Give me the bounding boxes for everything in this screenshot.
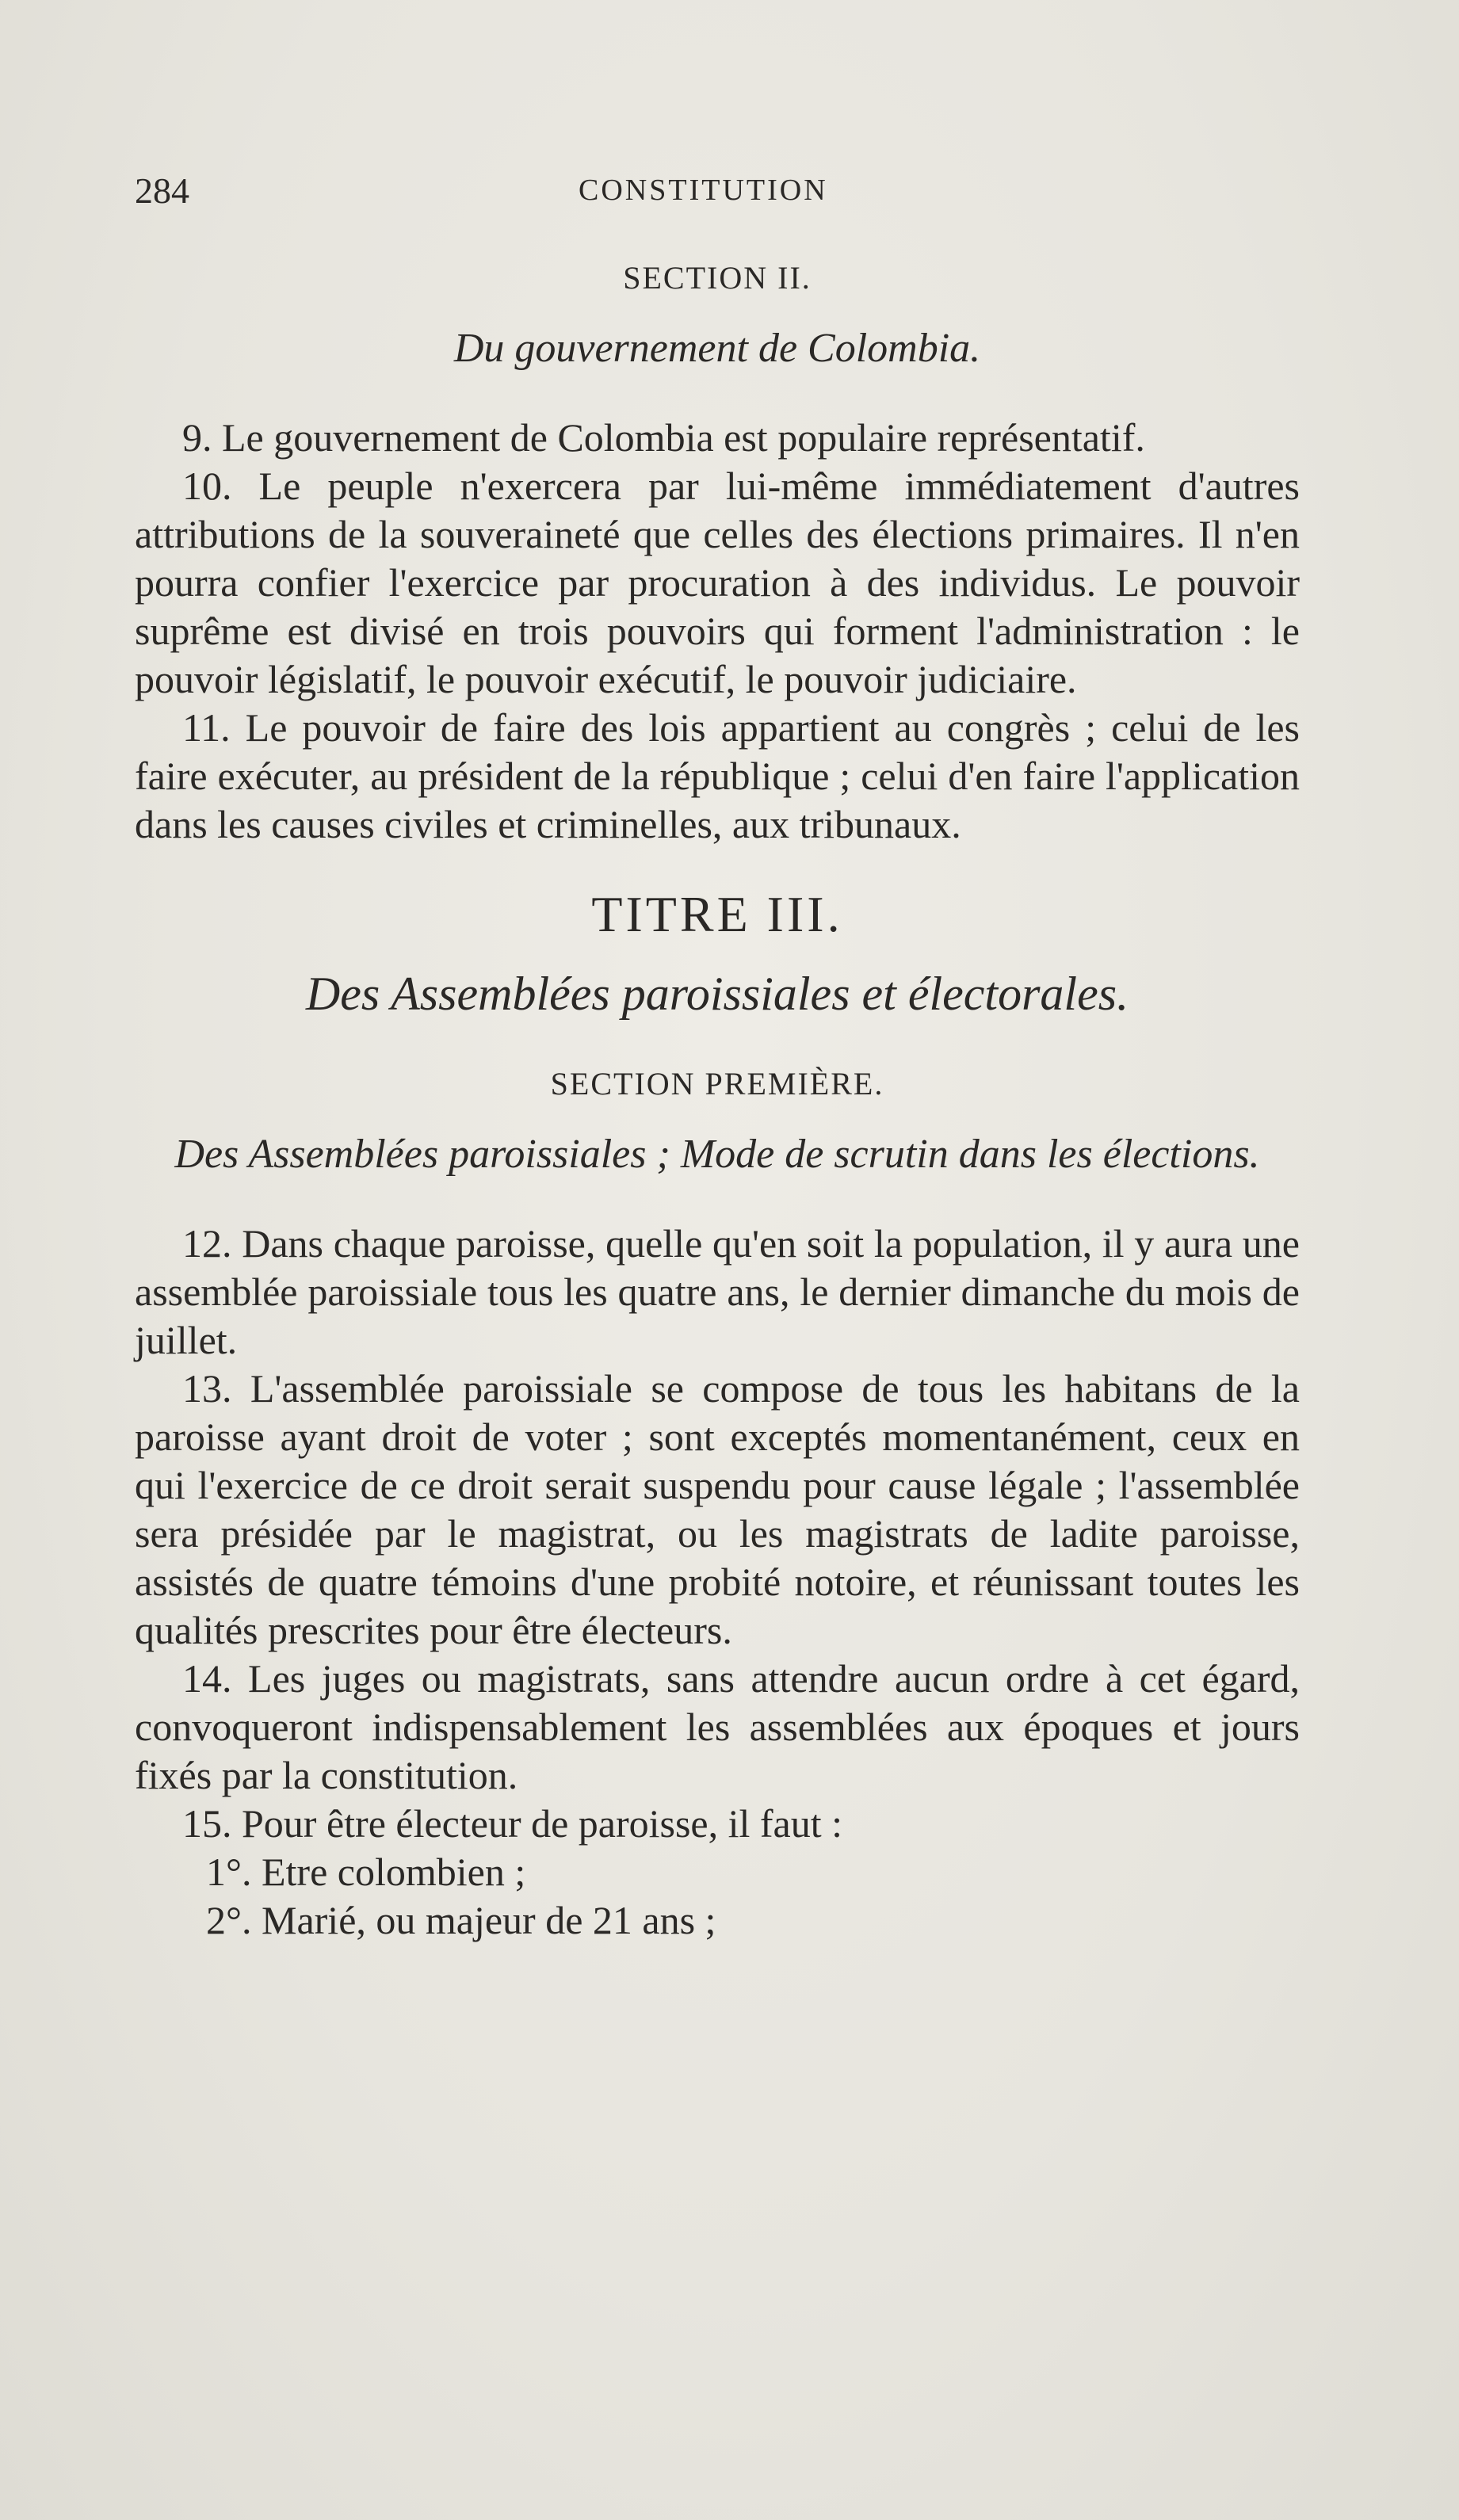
titre-heading: TITRE III. xyxy=(591,886,843,942)
running-title: CONSTITUTION xyxy=(579,174,828,207)
section-subtitle-premiere: Des Assemblées paroissiales ; Mode de scrutin dans les élections. xyxy=(174,1132,1260,1177)
page-number: 284 xyxy=(135,170,189,211)
article-14: 14. Les juges ou magistrats, sans attendre aucun ordre à cet égard, convoqueront indispensablement les assemblées aux époques et jours fixés par la constitution. xyxy=(135,1656,1300,1797)
article-15: 15. Pour être électeur de paroisse, il faut : xyxy=(182,1801,843,1846)
article-13: 13. L'assemblée paroissiale se compose de tous les habitans de la paroisse ayant droit de voter ; sont exceptés momentanément, ceux en qui l'exercice de ce droit serait suspendu pour cause légale ; l'assemblée sera présidée par le magistrat, ou les magistrats de ladite paroisse, assistés de quatre témoins d'une probité notoire, et réunissant toutes les qualités prescrites pour être électeurs. xyxy=(135,1366,1300,1652)
section-heading-premiere: SECTION PREMIÈRE. xyxy=(550,1066,884,1102)
article-9: 9. Le gouvernement de Colombia est populaire représentatif. xyxy=(182,415,1145,460)
list-item: 2°. Marié, ou majeur de 21 ans ; xyxy=(206,1898,716,1942)
section-subtitle: Du gouvernement de Colombia. xyxy=(453,326,981,371)
section-heading: SECTION II. xyxy=(623,260,812,296)
list-item: 1°. Etre colombien ; xyxy=(206,1850,526,1894)
running-head xyxy=(135,151,1300,214)
article-10: 10. Le peuple n'exercera par lui-même immédiatement d'autres attributions de la souveraineté que celles des élections primaires. Il n'en pourra confier l'exercice par procuration à des individus. Le pouvoir suprême est divisé en trois pouvoirs qui forment l'administration : le pouvoir législatif, le pouvoir exécutif, le pouvoir judiciaire. xyxy=(135,464,1300,701)
titre-subtitle: Des Assemblées paroissiales et électorales. xyxy=(305,968,1129,1020)
page-text-block xyxy=(135,151,1300,1945)
article-12: 12. Dans chaque paroisse, quelle qu'en soit la population, il y aura une assemblée paroissiale tous les quatre ans, le dernier dimanche du mois de juillet. xyxy=(135,1221,1300,1362)
article-11: 11. Le pouvoir de faire des lois appartient au congrès ; celui de les faire exécuter, au président de la république ; celui d'en faire l'application dans les causes civiles et criminelles, aux tribunaux. xyxy=(135,705,1300,846)
